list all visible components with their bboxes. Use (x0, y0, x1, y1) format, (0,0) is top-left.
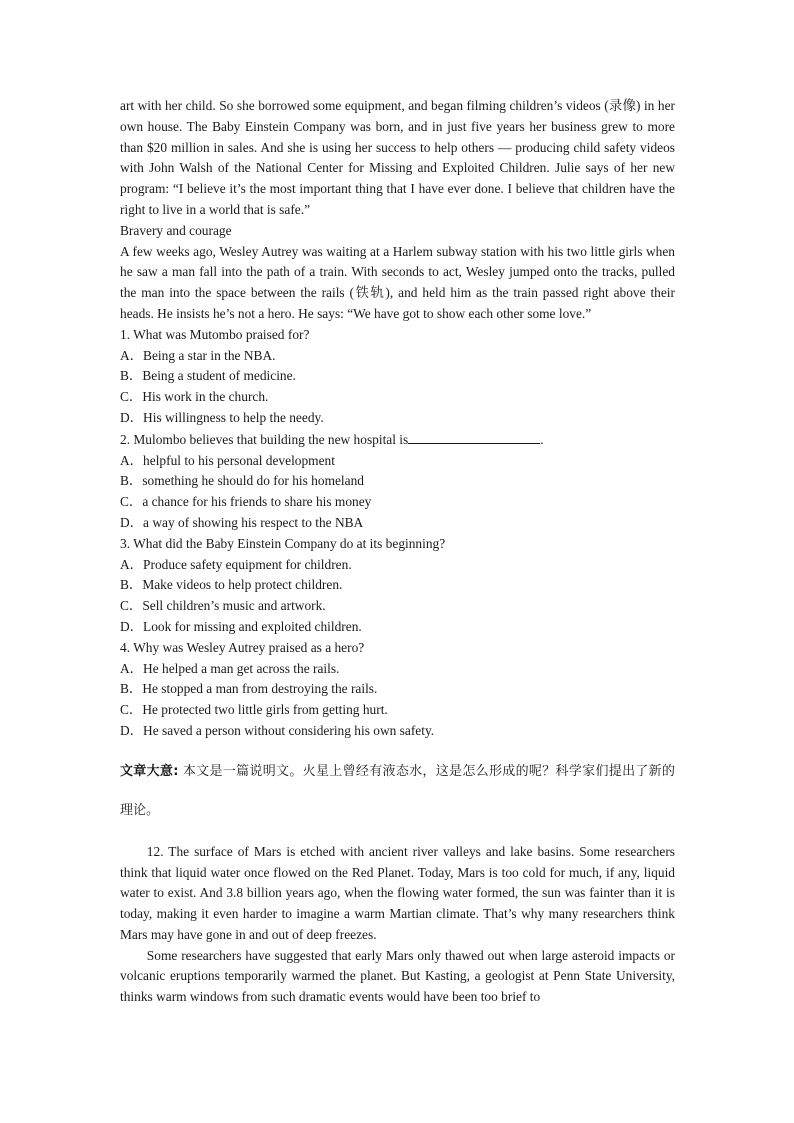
option-d: D．He saved a person without considering his own safety. (120, 722, 435, 738)
question-list (120, 325, 675, 742)
article-summary (120, 752, 675, 830)
question-stem: 1. What was Mutombo praised for? (120, 326, 310, 342)
question-stem: 2. Mulombo believes that building the new hospital is (120, 431, 409, 447)
question-3 (120, 534, 675, 638)
question-stem-end: . (540, 431, 544, 447)
option-b: B．something he should do for his homeland (120, 473, 364, 489)
option-b: B．He stopped a man from destroying the rails. (120, 681, 378, 697)
bravery-paragraph: A few weeks ago, Wesley Autrey was waiting at a Harlem subway station with his two little girls when he saw a man fall into the path of a train. With seconds to act, Wesley jumped onto the tracks, pulled the man into the space between the rails (铁轨), and held him as the train passed right above their heads. He insists he’s not a hero. He says: “We have got to show each other some love.” (120, 243, 675, 321)
option-d: D．Look for missing and exploited children. (120, 618, 362, 634)
question-4 (120, 638, 675, 742)
option-b: B．Make videos to help protect children. (120, 577, 343, 593)
passage-paragraph-2: Some researchers have suggested that early Mars only thawed out when large asteroid impacts or volcanic eruptions temporarily warmed the planet. But Kasting, a geologist at Penn State University, thinks warm windows from such dramatic events would have been too brief to (120, 947, 675, 1005)
continuation-paragraph: art with her child. So she borrowed some equipment, and began filming children’s videos (录像) in her own house. The Baby Einstein Company was born, and in just five years her business grew to more than $20 million in sales. And she is using her success to help others — producing child safety videos with John Walsh of the National Center for Missing and Exploited Children. Julie says of her new program: “I believe it’s the most important thing that I have ever done. I believe that children have the right to live in a world that is safe.” (120, 98, 675, 217)
option-a: A．He helped a man get across the rails. (120, 660, 340, 676)
question-stem: 3. What did the Baby Einstein Company do at its beginning? (120, 535, 446, 551)
passage-paragraph-1: 12. The surface of Mars is etched with ancient river valleys and lake basins. Some researchers think that liquid water once flowed on the Red Planet. Today, Mars is too cold for much, if any, liquid water to exist. And 3.8 billion years ago, when the flowing water formed, the sun was fainter than it is today, making it even harder to imagine a warm Martian climate. That’s why many researchers think Mars may have gone in and out of deep freezes. (120, 843, 675, 942)
option-c: C．His work in the church. (120, 389, 269, 405)
option-a: A．Produce safety equipment for children. (120, 556, 352, 572)
question-stem: 4. Why was Wesley Autrey praised as a hero? (120, 639, 365, 655)
option-a: A．Being a star in the NBA. (120, 347, 276, 363)
option-b: B．Being a student of medicine. (120, 368, 296, 384)
option-d: D．a way of showing his respect to the NBA (120, 514, 364, 530)
question-1 (120, 325, 675, 429)
option-c: C．Sell children’s music and artwork. (120, 598, 326, 614)
summary-label: 文章大意: (120, 763, 179, 779)
section-heading-bravery: Bravery and courage (120, 222, 232, 238)
question-2 (120, 429, 675, 534)
passage-12 (120, 842, 675, 1008)
option-c: C．a chance for his friends to share his money (120, 494, 372, 510)
answer-blank (408, 429, 540, 444)
summary-text: 本文是一篇说明文。火星上曾经有液态水，这是怎么形成的呢？科学家们提出了新的理论。 (120, 763, 675, 818)
document-page (120, 96, 675, 1008)
option-d: D．His willingness to help the needy. (120, 409, 324, 425)
question-stem-line (120, 429, 675, 451)
option-a: A．helpful to his personal development (120, 452, 335, 468)
option-c: C．He protected two little girls from getting hurt. (120, 702, 388, 718)
